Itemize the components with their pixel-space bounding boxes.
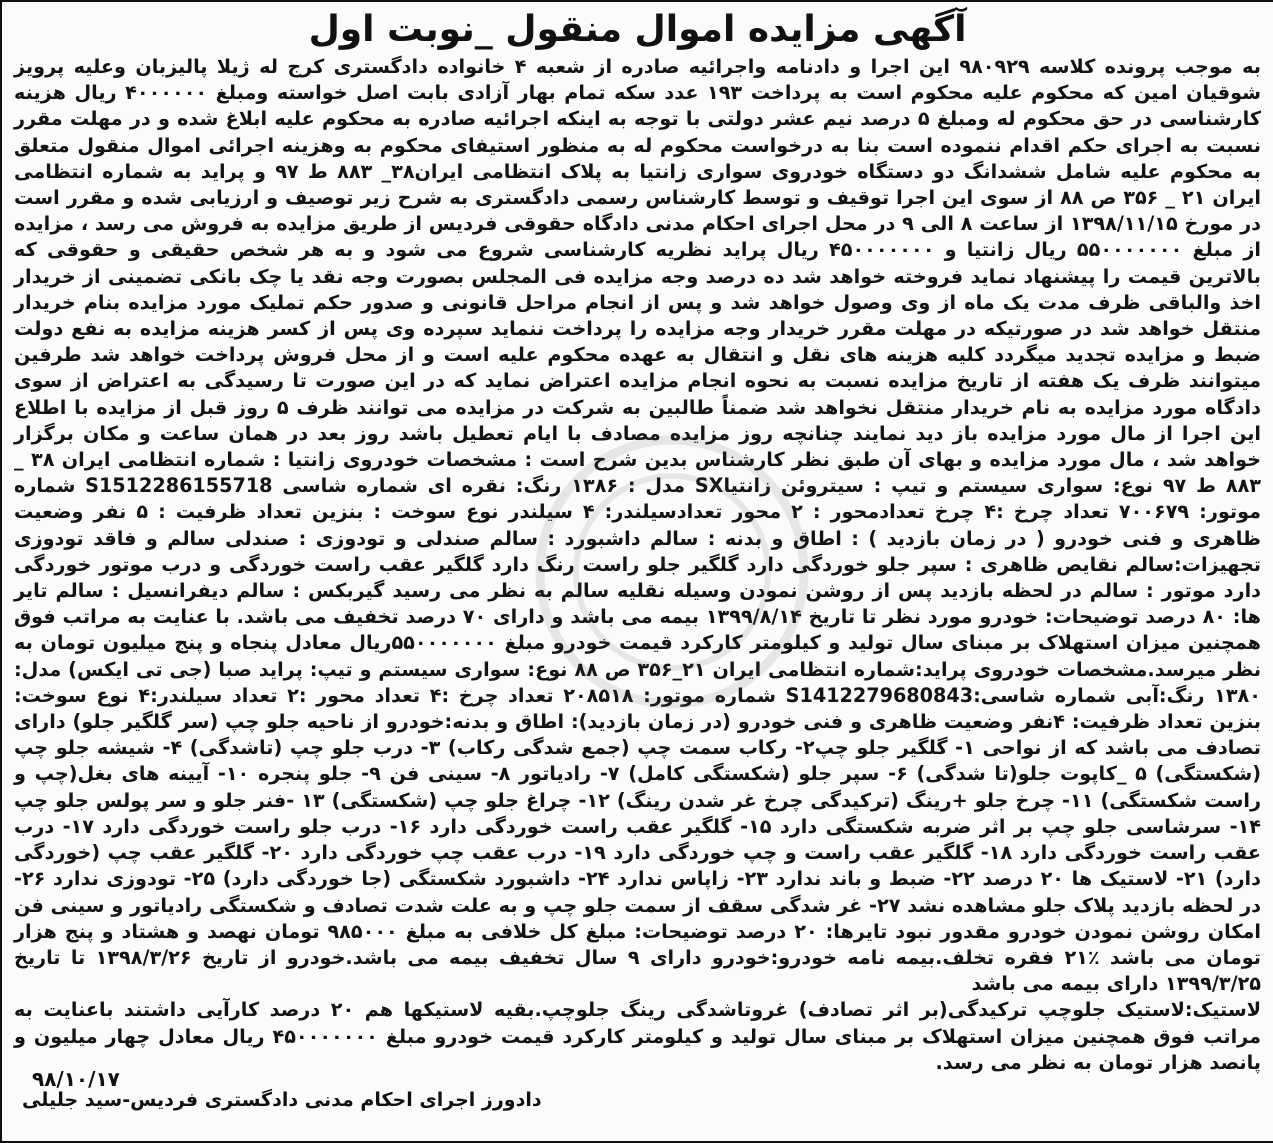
notice-paragraph-tires: لاستیک:لاستیک جلوچپ ترکیدگی(بر اثر تصادف) غروتاشدگی رینگ جلوچپ.بقیه لاستیکها هم ۲۰ درصد کارآیی داشتند باعنایت به مراتب فوق همچنین میزان استهلاک بر مبنای سال تولید و کیلومتر کارکرد قیمت خودرو مبلغ ۴۵۰۰۰۰۰۰۰ ریال معادل چهار میلیون و پانصد هزار تومان به نظر می رسد.	[14, 998, 1261, 1074]
notice-paragraph-main: به موجب پرونده کلاسه ۹۸۰۹۲۹ این اجرا و دادنامه واجرائیه صادره از شعبه ۴ خانواده دادگستری کرج له ژیلا پالیزبان وعلیه پرویز شوقیان امین که محکوم علیه محکوم است به پرداخت ۱۹۳ عدد سکه تمام بهار آزادی بابت اصل خواسته ومبلغ ۴۰۰۰۰۰۰ ریال هزینه کارشناسی در حق محکوم له ومبلغ ۵ درصد نیم عشر دولتی با توجه به اینکه اجرائیه صادره به محکوم علیه ابلاغ شده و در مهلت مقرر نسبت به اجرای حکم اقدام ننموده است بنا به درخواست محکوم له به منظور استیفای محکوم به وهزینه اجرائی اموال منقول متعلق به محکوم علیه شامل ششدانگ دو دستگاه خودروی سواری زانتیا به پلاک انتظامی ایران۳۸_ ۸۸۳ ط ۹۷ و پراید به شماره انتظامی ایران ۲۱ _ ۳۵۶ ص ۸۸ از سوی این اجرا توقیف و توسط کارشناس رسمی دادگستری به شرح زیر توصیف و ارزیابی شده و مقرر است در مورخ ۱۳۹۸/۱۱/۱۵ از ساعت ۸ الی ۹ در محل اجرای احکام مدنی دادگاه حقوقی فردیس از طریق مزایده به فروش می رسد ، مزایده از مبلغ ۵۵۰۰۰۰۰۰۰ ریال زانتیا و ۴۵۰۰۰۰۰۰۰ ریال پراید نظریه کارشناسی شروع می شود و به هر شخص حقیقی و حقوقی که بالاترین قیمت را پیشنهاد نماید فروخته خواهد شد ده درصد وجه مزایده فی المجلس بصورت وجه نقد یا چک بانکی تضمینی از خریدار اخذ والباقی ظرف مدت یک ماه از وی وصول خواهد شد و پس از انجام مراحل قانونی و صدور حکم تملیک مورد مزایده بنام خریدار منتقل خواهد شد در صورتیکه در مهلت مقرر خریدار وجه مزایده را پرداخت ننماید سپرده وی پس از کسر هزینه مزایده به نفع دولت ضبط و مزایده تجدید میگردد کلیه هزینه های نقل و انتقال به عهده محکوم علیه است و از محل فروش پرداخت خواهد شد طرفین میتوانند ظرف یک هفته از تاریخ مزایده نسبت به نحوه انجام مزایده اعتراض نماید که در این صورت تا رسیدگی به اعتراض از سوی دادگاه مورد مزایده به نام خریدار منتقل نخواهد شد ضمناً طالبین به شرکت در مزایده می توانند ظرف ۵ روز قبل از مزایده با اطلاع این اجرا از مال مورد مزایده باز دید نمایند چنانچه روز مزایده مصادف با ایام تعطیل باشد روز بعد در همان ساعت و مکان برگزار خواهد شد ، مال مورد مزایده و بهای آن طبق نظر کارشناس بدین شرح است : مشخصات خودروی زانتیا : شماره انتظامی ایران ۳۸ _ ۸۸۳ ط ۹۷ نوع: سواری سیستم و تیپ : سیتروئن زانتیاSX مدل : ۱۳۸۶ رنگ: نقره ای شماره شاسی S1512286155718 شماره موتور: ۷۰۰۶۷۹ تعداد چرخ :۴ چرخ تعدادمحور : ۲ محور تعدادسیلندر: ۴ سیلندر نوع سوخت : بنزین تعداد ظرفیت : ۵ نفر وضعیت ظاهری و فنی خودرو ( در زمان بازدید ) : اطاق و بدنه : سالم داشبورد : سالم صندلی و تودوزی : صندلی سالم و فاقد تودوزی تجهیزات:سالم نقایص ظاهری : سپر جلو خوردگی دارد گلگیر جلو راست رنگ دارد گلگیر عقب راست خوردگی و درب موتور خوردگی دارد موتور : سالم در لحظه بازدید پس از روشن نمودن وسیله نقلیه سالم به نظر می رسید گیربکس : سالم دیفرانسیل : سالم تایر ها: ۸۰ درصد توضیحات: خودرو مورد نظر تا تاریخ ۱۳۹۹/۸/۱۴ بیمه می باشد و دارای ۷۰ درصد تخفیف می باشد. با عنایت به مراتب فوق همچنین میزان استهلاک بر مبنای سال تولید و کیلومتر کارکرد قیمت خودرو مبلغ ۵۵۰۰۰۰۰۰۰ریال معادل پنجاه و پنج میلیون تومان به نظر میرسد.مشخصات خودروی پراید:شماره انتظامی ایران ۲۱_۳۵۶ ص ۸۸ نوع: سواری سیستم و تیپ: پراید صبا (جی تی ایکس) مدل: ۱۳۸۰ رنگ:آبی شماره شاسی:S1412279680843 شماره موتور: ۲۰۸۵۱۸ تعداد چرخ :۴ تعداد محور :۲ تعداد سیلندر:۴ نوع سوخت: بنزین تعداد ظرفیت: ۴نفر وضعیت ظاهری و فنی خودرو (در زمان بازدید): اطاق و بدنه:خودرو از ناحیه جلو چپ (سر گلگیر جلو) دارای تصادف می باشد که از نواحی ۱- گلگیر جلو چپ۲- رکاب سمت چپ (جمع شدگی رکاب) ۳- درب جلو چپ (تاشدگی) ۴- شیشه جلو چپ (شکستگی) ۵ _کاپوت جلو(تا شدگی) ۶- سپر جلو (شکستگی کامل) ۷- رادیاتور ۸- سینی فن ۹- جلو پنجره ۱۰- آیینه های بغل(چپ و راست شکستگی) ۱۱- چرخ جلو +رینگ (ترکیدگی چرخ غر شدن رینگ) ۱۲- چراغ جلو چپ (شکستگی) ۱۳ -فنر جلو و سر پولس جلو چپ ۱۴- سرشاسی جلو چپ بر اثر ضربه شکستگی دارد ۱۵- گلگیر عقب راست خوردگی دارد ۱۶- درب جلو راست خوردگی دارد ۱۷- درب عقب راست خوردگی دارد ۱۸- گلگیر عقب راست و چپ خوردگی دارد ۱۹- درب عقب چپ خوردگی دارد ۲۰- گلگیر عقب چپ (خوردگی دارد) ۲۱- لاستیک ها ۲۰ درصد ۲۲- ضبط و باند ندارد ۲۳- زاپاس ندارد ۲۴- داشبورد شکستگی (جا خوردگی دارد) ۲۵- تودوزی ندارد ۲۶- در لحظه بازدید پلاک جلو مشاهده نشد ۲۷- غر شدگی سقف از سمت جلو چپ و به علت شدت تصادف و شکستگی رادیاتور و سینی فن امکان روشن نمودن خودرو مقدور نبود تایرها: ۲۰ درصد توضیحات: مبلغ کل خلافی به مبلغ ۹۸۵۰۰۰ تومان نهصد و هشتاد و پنج هزار تومان می باشد ٪۲۱ فقره تخلف.بیمه نامه خودرو:خودرو دارای ۹ سال تخفیف بیمه می باشد.خودرو از تاریخ ۱۳۹۸/۳/۲۶ تا تاریخ ۱۳۹۹/۳/۲۵ دارای بیمه می باشد	[14, 55, 1262, 996]
notice-date: ۹۸/۱۰/۱۷	[32, 1067, 120, 1091]
notice-title: آگهی مزایده اموال منقول _نوبت اول	[308, 9, 967, 50]
notice-signature: دادورز اجرای احکام مدنی دادگستری فردیس-سید جلیلی	[22, 1089, 542, 1111]
notice-body	[14, 54, 1261, 1076]
